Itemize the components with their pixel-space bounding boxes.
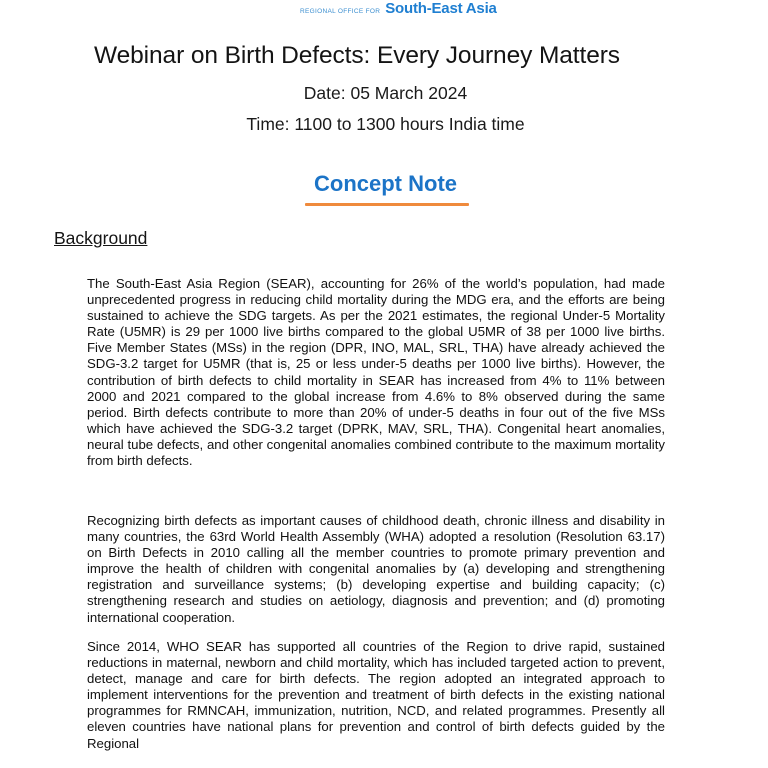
event-time: Time: 1100 to 1300 hours India time — [246, 114, 525, 134]
document-title: Webinar on Birth Defects: Every Journey Matters — [94, 42, 620, 69]
concept-note-underline — [305, 203, 469, 206]
event-date: Date: 05 March 2024 — [303, 83, 468, 103]
org-region-name: South-East Asia — [385, 0, 497, 17]
background-paragraph-1: The South-East Asia Region (SEAR), accounting for 26% of the world’s population, had made unprecedented progress in reducing child mortality during the MDG era, and the efforts are being sustained to achieve the SDG targets. As per the 2021 estimates, the regional Under-5 Mortality Rate (U5MR) is 29 per 1000 live births compared to the global U5MR of 38 per 1000 live births. Five Member States (MSs) in the region (DPR, INO, MAL, SRL, THA) have already achieved the SDG-3.2 target for U5MR (that is, 25 or less under-5 deaths per 1000 live births). However, the contribution of birth defects to child mortality in SEAR has increased from 4% to 11% between 2000 and 2021 compared to the global increase from 4.6% to 8% observed during the same period. Birth defects contribute to more than 20% of under-5 deaths in four out of the five MSs which have achieved the SDG-3.2 target (DPRK, MAV, SRL, THA). Congenital heart anomalies, neural tube defects, and other congenital anomalies combined contribute to the maximum mortality from birth defects. — [87, 276, 665, 469]
background-paragraph-2: Recognizing birth defects as important causes of childhood death, chronic illness and disability in many countries, the 63rd World Health Assembly (WHA) adopted a resolution (Resolution 63.17) on Birth Defects in 2010 calling all the member countries to promote primary prevention and improve the health of children with congenital anomalies by (a) developing and strengthening registration and surveillance systems; (b) developing expertise and building capacity; (c) strengthening research and studies on aetiology, diagnosis and prevention; and (d) promoting international cooperation. — [87, 513, 665, 625]
concept-note-heading: Concept Note — [314, 171, 457, 196]
org-subtitle: REGIONAL OFFICE FOR — [300, 8, 381, 15]
org-header — [300, 0, 497, 20]
background-heading: Background — [54, 228, 148, 248]
background-paragraph-3: Since 2014, WHO SEAR has supported all countries of the Region to drive rapid, sustained reductions in maternal, newborn and child mortality, which has included targeted action to prevent, detect, manage and care for birth defects. The region adopted an integrated approach to implement interventions for the prevention and treatment of birth defects in the existing national programmes for RMNCAH, immunization, nutrition, NCD, and related programmes. Presently all eleven countries have national plans for prevention and control of birth defects guided by the Regional — [87, 639, 665, 751]
